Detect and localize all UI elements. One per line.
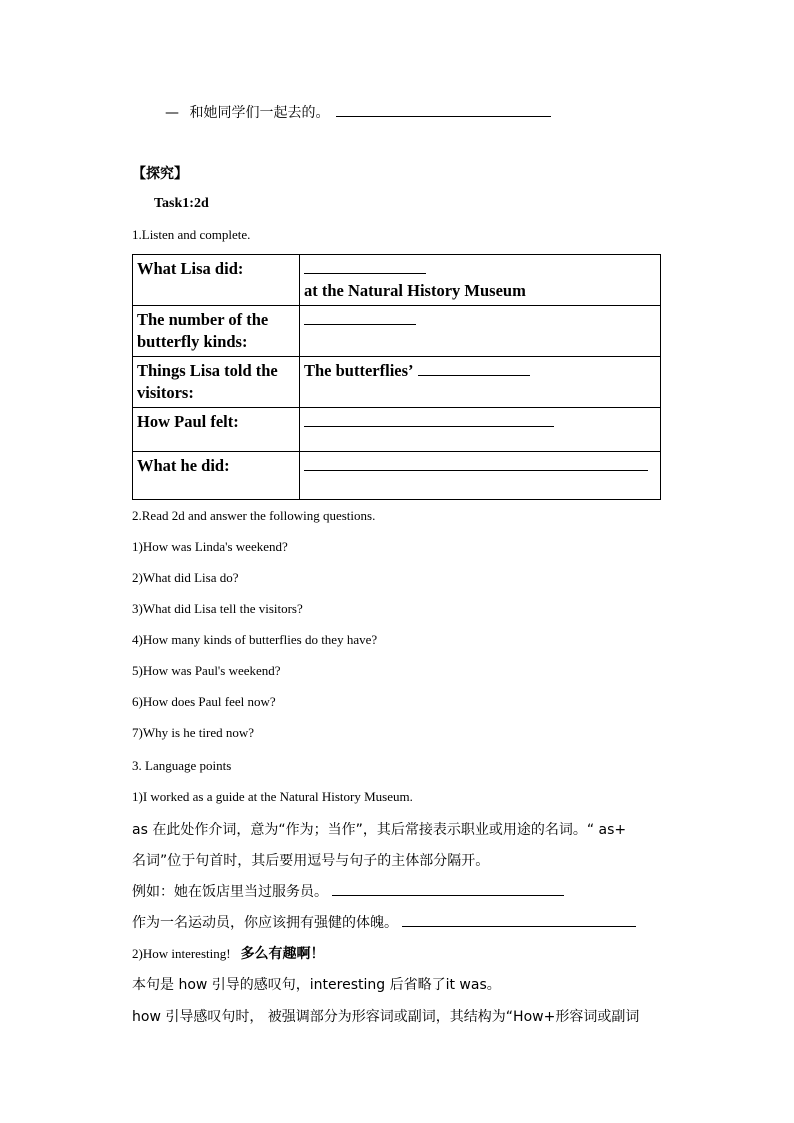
top-line (165, 102, 551, 122)
answer-blank[interactable] (336, 116, 551, 117)
row-answer (300, 306, 661, 357)
row-label: Things Lisa told the visitors: (133, 357, 300, 408)
answer-blank[interactable] (304, 310, 416, 325)
row-label: The number of the butterfly kinds: (133, 306, 300, 357)
lp1-example-1 (132, 881, 564, 901)
question-item: 6)How does Paul feel now? (132, 694, 276, 709)
answer-blank[interactable] (304, 412, 554, 427)
lp2-explain-1: 本句是 how 引导的感叹句，interesting 后省略了it was。 (132, 977, 501, 993)
dash: — (165, 105, 179, 121)
row-answer (300, 357, 661, 408)
example-text: 例如：她在饭店里当过服务员。 (132, 884, 328, 900)
lp2-sentence (132, 943, 325, 963)
top-line-text: 和她同学们一起去的。 (189, 105, 330, 121)
lp1-explain-2: 名词”位于句首时，其后要用逗号与句子的主体部分隔开。 (132, 853, 490, 869)
question-item: 4)How many kinds of butterflies do they have? (132, 632, 378, 647)
lp1-explain-1: as 在此处作介词，意为“作为；当作”，其后常接表示职业或用途的名词。“ as+ (132, 822, 627, 838)
answer-blank[interactable] (402, 926, 636, 927)
answer-blank[interactable] (332, 895, 564, 896)
lp1-sentence: 1)I worked as a guide at the Natural History Museum. (132, 789, 413, 804)
lp2-explain-2: how 引导感叹句时， 被强调部分为形容词或副词，其结构为“How+形容词或副词 (132, 1009, 640, 1025)
question-item: 5)How was Paul's weekend? (132, 663, 281, 678)
question-item: 1)How was Linda's weekend? (132, 539, 288, 554)
answer-blank[interactable] (304, 259, 426, 274)
row-answer (300, 452, 661, 500)
table-row (133, 452, 661, 500)
q3-title: 3. Language points (132, 758, 232, 773)
task-title: Task1:2d (154, 196, 209, 211)
question-item: 3)What did Lisa tell the visitors? (132, 601, 303, 616)
lp1-example-2 (132, 912, 636, 932)
table-row (133, 357, 661, 408)
q2-title: 2.Read 2d and answer the following questions. (132, 508, 376, 523)
q1-title: 1.Listen and complete. (132, 227, 251, 242)
row-label: What Lisa did: (133, 255, 300, 306)
row-answer (300, 408, 661, 452)
row-label: How Paul felt: (133, 408, 300, 452)
table-row (133, 306, 661, 357)
answer-blank[interactable] (418, 361, 530, 376)
question-item: 2)What did Lisa do? (132, 570, 239, 585)
example-text: 作为一名运动员，你应该拥有强健的体魄。 (132, 915, 398, 931)
row-label: What he did: (133, 452, 300, 500)
table-row (133, 408, 661, 452)
row-answer (300, 255, 661, 306)
question-item: 7)Why is he tired now? (132, 725, 255, 740)
lp2-sentence-en: 2)How interesting! (132, 946, 231, 961)
answer-blank[interactable] (304, 456, 648, 471)
section-heading: 【探究】 (132, 166, 188, 182)
listen-complete-table (132, 254, 661, 500)
answer-prefix: The butterflies’ (304, 361, 413, 380)
answer-suffix: at the Natural History Museum (304, 281, 526, 300)
lp2-sentence-cn: 多么有趣啊！ (240, 946, 325, 962)
table-row (133, 255, 661, 306)
